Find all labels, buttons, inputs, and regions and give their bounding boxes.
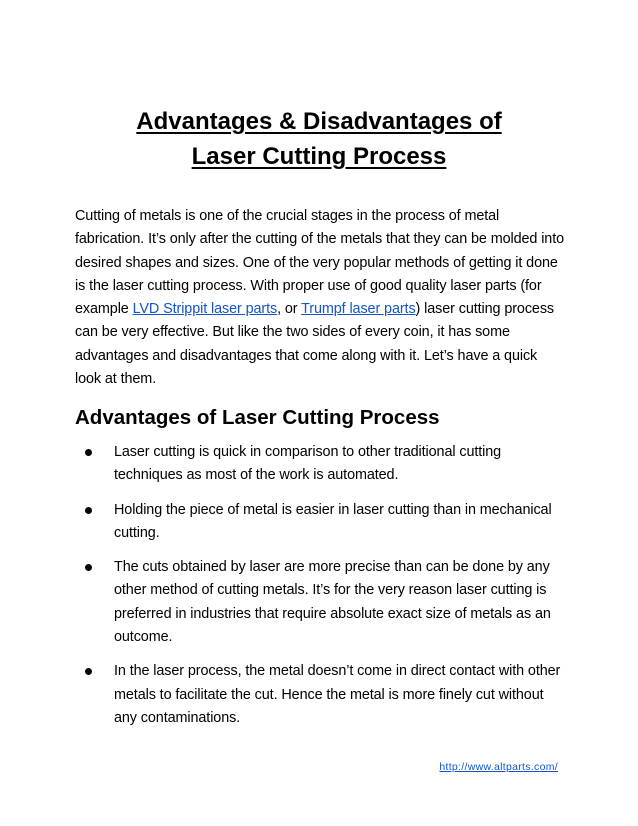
intro-text-3: ) laser cutting process can be very effective. But like the two sides of every coin, it has some advantages and disadvantages that come along with it. Let’s have a quick look at them.	[75, 301, 555, 388]
list-item	[75, 441, 567, 488]
intro-text-2: , or	[277, 301, 302, 318]
intro-text-1: Cutting of metals is one of the crucial stages in the process of metal fabrication. It’s only after the cutting of the metals that they can be molded into desired shapes and sizes. One of the very popular methods of getting it done is the laser cutting process. With proper use of good quality laser parts (for example	[75, 208, 564, 318]
list-item-text: Holding the piece of metal is easier in laser cutting than in mechanical cutting.	[114, 501, 552, 541]
list-item-text: Laser cutting is quick in comparison to other traditional cutting techniques as most of the work is automated.	[114, 444, 502, 484]
advantages-heading: Advantages of Laser Cutting Process	[75, 406, 440, 429]
intro-paragraph	[75, 205, 567, 391]
list-item-text: The cuts obtained by laser are more precise than can be done by any other method of cutting metals. It’s for the very reason laser cutting is preferred in industries that require absolute exact size of metals as an outcome.	[114, 559, 551, 646]
title-line-2: Laser Cutting Process	[191, 143, 447, 170]
advantages-list	[75, 441, 567, 741]
trumpf-laser-link[interactable]: Trumpf laser parts	[301, 301, 416, 318]
list-item-text: In the laser process, the metal doesn’t come in direct contact with other metals to facilitate the cut. Hence the metal is more finely cut without any contaminations.	[114, 663, 561, 726]
footer-website-link[interactable]: http://www.altparts.com/	[439, 761, 558, 773]
bullet-icon	[85, 507, 92, 514]
lvd-strippit-link[interactable]: LVD Strippit laser parts	[132, 301, 278, 318]
title-line-1: Advantages & Disadvantages of	[136, 108, 502, 135]
bullet-icon	[85, 668, 92, 675]
bullet-icon	[85, 449, 92, 456]
list-item	[75, 660, 567, 730]
bullet-icon	[85, 564, 92, 571]
list-item	[75, 499, 567, 546]
list-item	[75, 556, 567, 649]
page-title	[0, 104, 638, 174]
